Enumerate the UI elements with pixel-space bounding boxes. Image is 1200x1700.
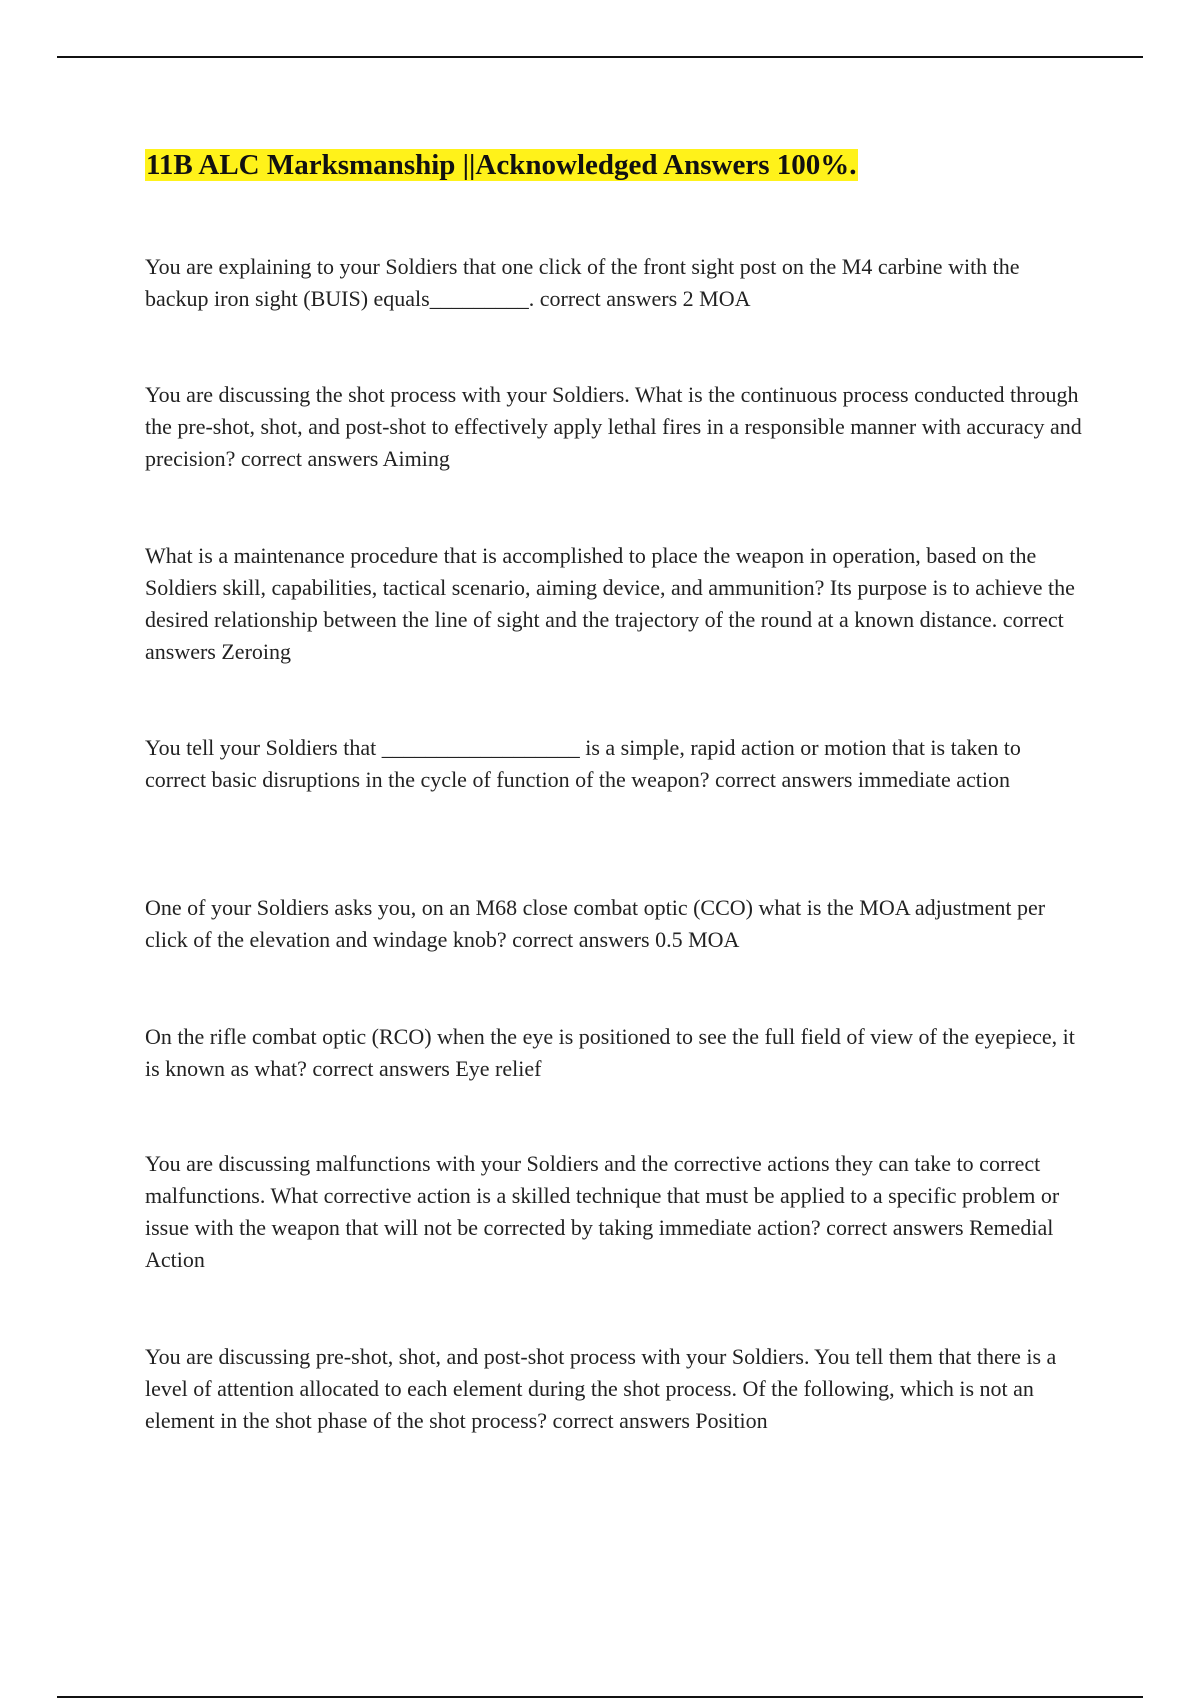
qa-item-1: You are explaining to your Soldiers that one click of the front sight post on the M4 carbine with the backup iron sight (BUIS) equals_________. correct answers 2 MOA [145,254,1020,311]
header-rule [57,56,1143,58]
title-highlight: 11B ALC Marksmanship ||Acknowledged Answers 100%. [146,149,857,181]
qa-item-4: You tell your Soldiers that __________________ is a simple, rapid action or motion that is taken to correct basic disruptions in the cycle of function of the weapon? correct answers immediate action [145,735,1021,792]
qa-item-6: On the rifle combat optic (RCO) when the eye is positioned to see the full field of view of the eyepiece, it is known as what? correct answers Eye relief [145,1024,1075,1081]
qa-item-8: You are discussing pre-shot, shot, and post-shot process with your Soldiers. You tell them that there is a level of attention allocated to each element during the shot process. Of the following, which is not an element in the shot phase of the shot process? correct answers Position [145,1344,1057,1433]
qa-item-2: You are discussing the shot process with your Soldiers. What is the continuous process conducted through the pre-shot, shot, and post-shot to effectively apply lethal fires in a responsible manner with accuracy and precision? correct answers Aiming [145,382,1082,471]
qa-item-7: You are discussing malfunctions with your Soldiers and the corrective actions they can take to correct malfunctions. What corrective action is a skilled technique that must be applied to a specific problem or issue with the weapon that will not be corrected by taking immediate action? correct answers Remedial Action [145,1151,1060,1272]
qa-item-3: What is a maintenance procedure that is accomplished to place the weapon in operation, based on the Soldiers skill, capabilities, tactical scenario, aiming device, and ammunition? Its purpose is to achieve the desired relationship between the line of sight and the trajectory of the round at a known distance. correct answers Zeroing [145,543,1075,664]
footer-rule [57,1696,1143,1698]
document-title [145,146,858,184]
qa-item-5: One of your Soldiers asks you, on an M68 close combat optic (CCO) what is the MOA adjustment per click of the elevation and windage knob? correct answers 0.5 MOA [145,895,1046,952]
